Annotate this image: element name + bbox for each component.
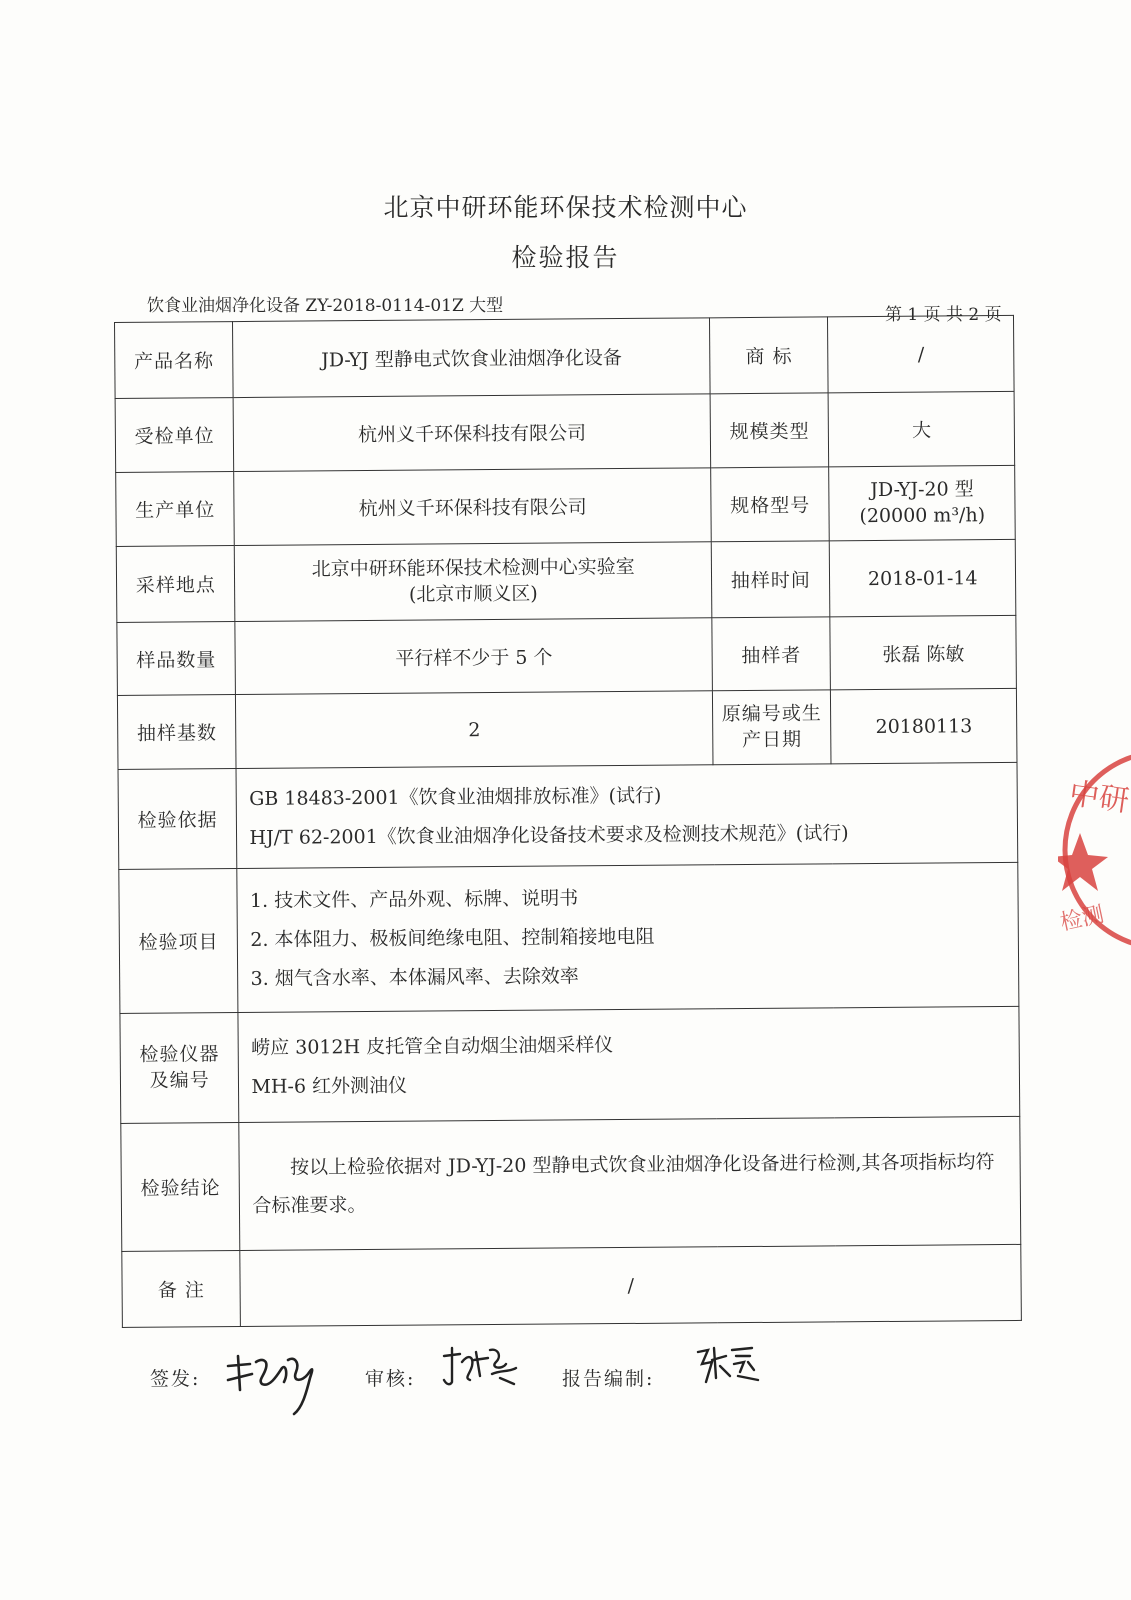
base-value: 2	[236, 691, 713, 769]
items-line-3: 3. 烟气含水率、本体漏风率、去除效率	[250, 965, 579, 990]
base-label: 抽样基数	[117, 695, 236, 770]
remark-label: 备 注	[122, 1251, 241, 1328]
product-label: 产品名称	[115, 322, 234, 399]
instr-label	[120, 1013, 239, 1124]
row-base	[117, 688, 1017, 769]
brand-value: /	[828, 315, 1014, 392]
issue-label: 签发:	[150, 1368, 201, 1390]
basis-label: 检验依据	[118, 769, 237, 870]
instr-value	[238, 1006, 1019, 1122]
scale-label: 规模类型	[710, 393, 829, 468]
orig-label-line-1: 原编号或生	[721, 702, 822, 726]
sampler-label: 抽样者	[712, 617, 831, 691]
site-value	[235, 542, 712, 622]
row-conclusion	[121, 1116, 1021, 1251]
site-value-line-2: (北京市顺义区)	[408, 582, 538, 606]
basis-line-1: GB 18483-2001《饮食业油烟排放标准》(试行)	[249, 784, 662, 810]
instr-label-line-1: 检验仪器	[139, 1043, 220, 1066]
instr-label-line-2: 及编号	[149, 1068, 210, 1092]
brand-label: 商 标	[709, 317, 828, 394]
row-items	[119, 862, 1019, 1013]
concl-label: 检验结论	[121, 1123, 240, 1252]
sampler-value: 张磊 陈敏	[830, 615, 1016, 689]
row-site	[116, 539, 1016, 622]
instr-line-1: 崂应 3012H 皮托管全自动烟尘油烟采样仪	[251, 1033, 614, 1059]
report-title: 检验报告	[511, 243, 620, 272]
seal-stamp	[1058, 745, 1131, 955]
qty-label: 样品数量	[117, 622, 236, 696]
row-remark	[122, 1244, 1022, 1327]
row-instruments	[120, 1006, 1020, 1123]
maker-value: 杭州义千环保科技有限公司	[234, 468, 711, 546]
page-info: 第 1 页 共 2 页	[885, 305, 1002, 325]
client-label: 受检单位	[115, 398, 234, 473]
review-signature	[440, 1342, 525, 1392]
client-value: 杭州义千环保科技有限公司	[234, 394, 711, 472]
model-value-line-2: (20000 m³/h)	[859, 503, 986, 527]
time-value: 2018-01-14	[830, 539, 1016, 616]
model-value	[829, 465, 1015, 540]
scale-value: 大	[829, 391, 1015, 466]
model-value-line-1: JD-YJ-20 型	[870, 478, 974, 501]
basis-line-2: HJ/T 62-2001《饮食业油烟净化设备技术要求及检测技术规范》(试行)	[249, 821, 849, 849]
row-quantity	[117, 615, 1017, 695]
model-label: 规格型号	[711, 467, 830, 542]
time-label: 抽样时间	[711, 541, 830, 618]
row-basis	[118, 762, 1018, 869]
issue-signature	[222, 1338, 322, 1416]
instr-line-2: MH-6 红外测油仪	[251, 1074, 408, 1098]
concl-value: 按以上检验依据对 JD-YJ-20 型静电式饮食业油烟净化设备进行检测,其各项指标均符合标准要求。	[239, 1116, 1021, 1250]
row-client	[115, 391, 1015, 472]
orig-label-line-2: 产日期	[741, 728, 803, 751]
orig-label	[712, 690, 831, 765]
basis-value	[236, 762, 1017, 868]
items-label: 检验项目	[119, 869, 239, 1014]
items-line-2: 2. 本体阻力、极板间绝缘电阻、控制箱接地电阻	[250, 925, 655, 951]
site-label: 采样地点	[116, 546, 235, 623]
items-value	[237, 862, 1019, 1012]
document-id: 饮食业油烟净化设备 ZY-2018-0114-01Z 大型	[147, 296, 504, 316]
row-maker	[116, 465, 1016, 546]
org-name: 北京中研环能环保技术检测中心	[383, 193, 748, 222]
orig-value: 20180113	[831, 688, 1017, 763]
items-line-1: 1. 技术文件、产品外观、标牌、说明书	[249, 887, 579, 913]
qty-value: 平行样不少于 5 个	[235, 618, 712, 695]
product-value: JD-YJ 型静电式饮食业油烟净化设备	[233, 318, 710, 398]
svg-text:检测: 检测	[1058, 902, 1107, 936]
compile-label: 报告编制:	[562, 1368, 655, 1390]
compile-signature	[692, 1342, 762, 1388]
row-product	[115, 315, 1015, 398]
site-value-line-1: 北京中研环能环保技术检测中心实验室	[311, 555, 635, 581]
stamp-text: 中研	[1066, 776, 1131, 820]
report-table	[114, 315, 1022, 1328]
maker-label: 生产单位	[116, 472, 235, 547]
remark-value: /	[240, 1244, 1021, 1326]
review-label: 审核:	[365, 1368, 416, 1390]
